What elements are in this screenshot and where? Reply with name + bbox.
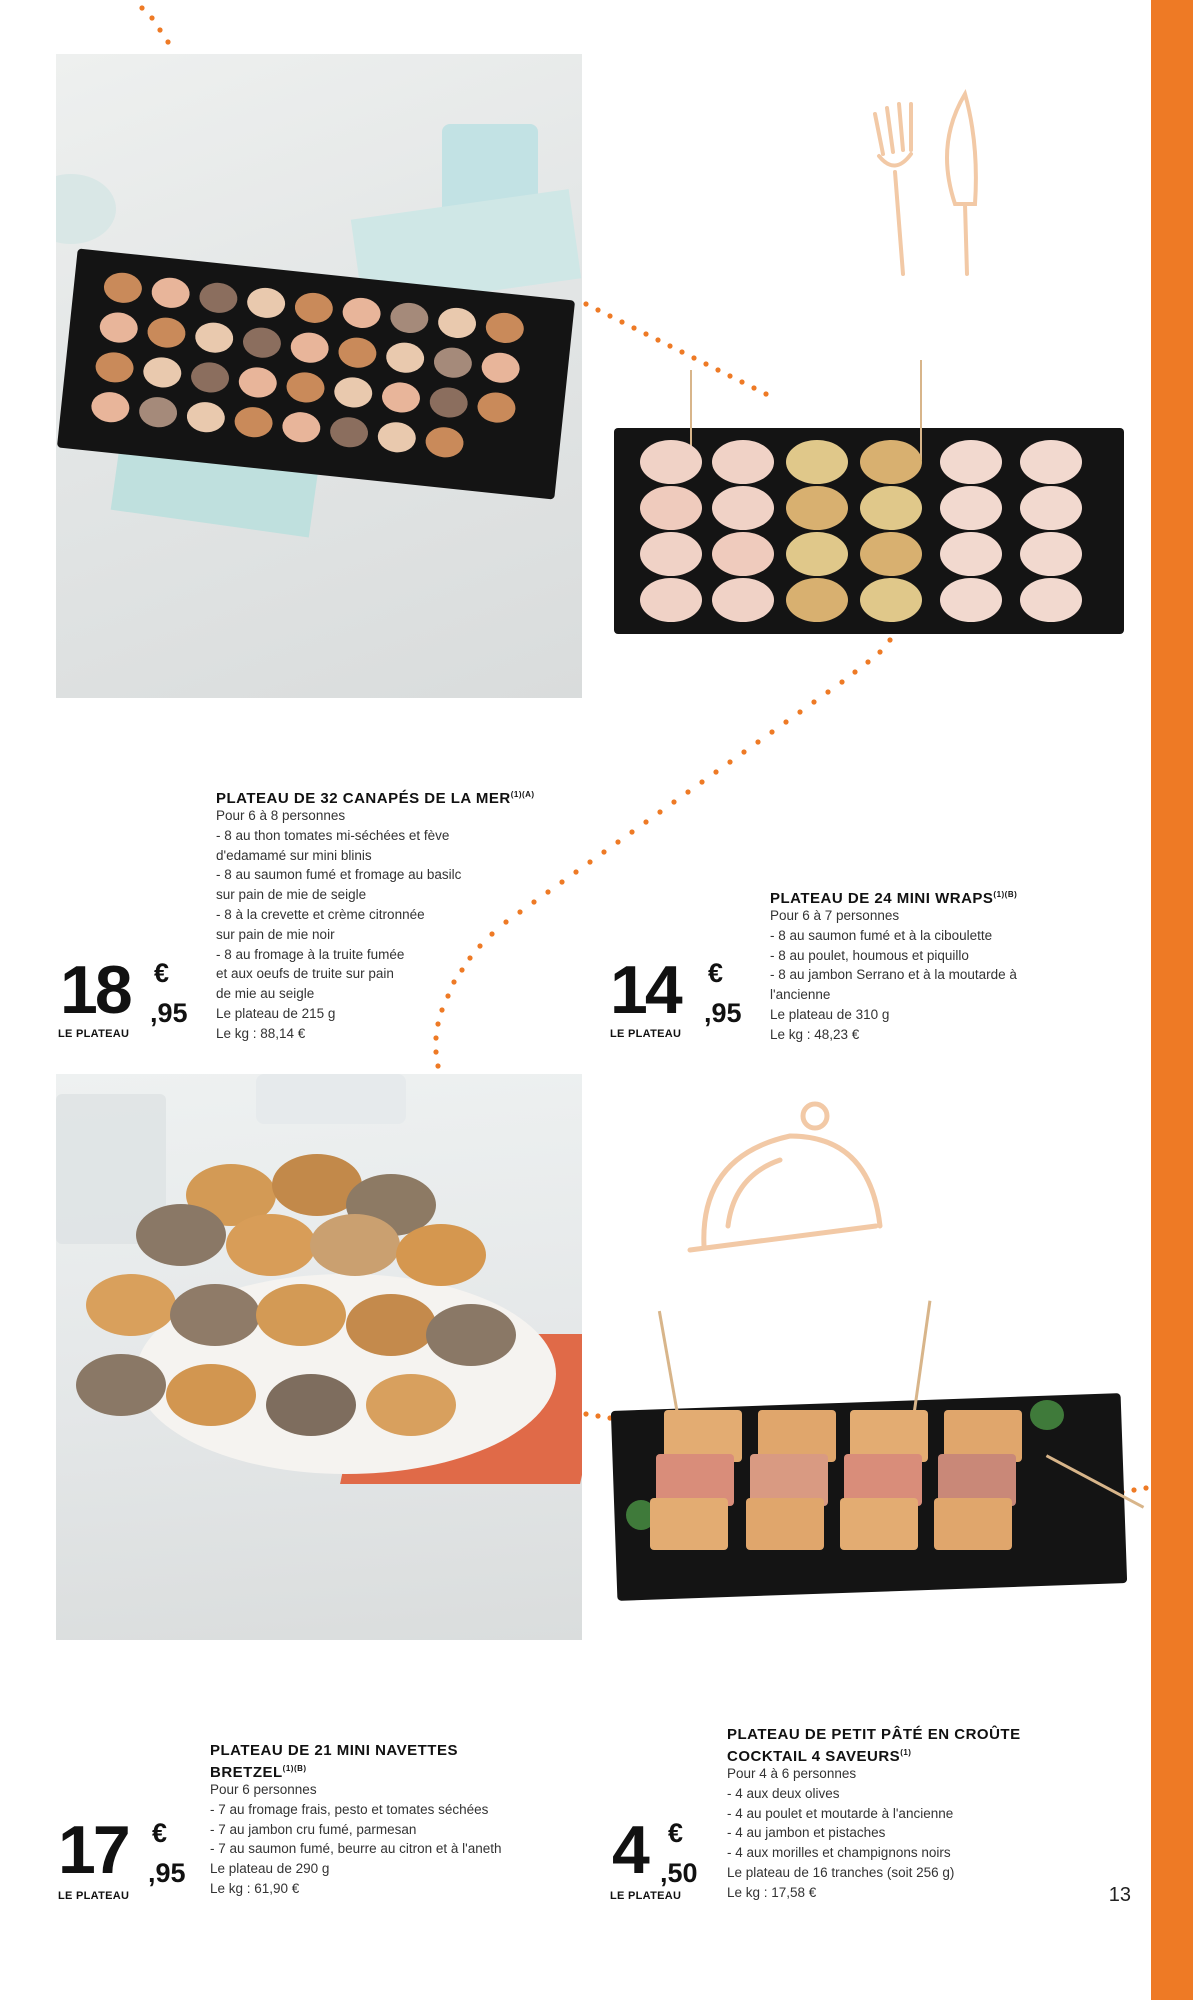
- pate-en-croute-photo: [600, 1290, 1150, 1620]
- mini-wraps-photo: [600, 360, 1150, 660]
- mini-navettes-photo: [56, 1074, 582, 1640]
- page-number: 13: [1108, 1884, 1131, 1906]
- wrap-grid: [640, 440, 1110, 630]
- product-1-description: Pour 6 à 8 personnes - 8 au thon tomates mi-séchées et fève d'edamamé sur mini blinis - 8 au saumon fumé et fromage au basilc sur pain de mie de seigle - 8 à la crevette et crème citronnée sur pain de mie noir - 8 au fromage à la truite fumée et aux oeufs de truite sur pain de mie au seigle Le plateau de 215 g Le kg : 88,14 €: [216, 808, 462, 1041]
- product-3-title: PLATEAU DE 21 MINI NAVETTES $BRETZEL^{(1)(B)}$: [210, 1742, 458, 1781]
- product-3-description: Pour 6 personnes - 7 au fromage frais, pesto et tomates séchées - 7 au jambon cru fumé, parmesan - 7 au saumon fumé, beurre au citron et à l'aneth Le plateau de 290 g Le kg : 61,90 €: [210, 1782, 502, 1896]
- product-4-title: PLATEAU DE PETIT PÂTÉ EN CROÛTE COCKTAIL 4 SAVEURS$^{(1)}$: [727, 1726, 1021, 1765]
- product-1-title: PLATEAU DE 32 CANAPÉS DE LA $MER^{(1)(A)}$: [216, 790, 535, 807]
- fork-knife-icon: [855, 84, 1005, 284]
- product-2-title: PLATEAU DE 24 MINI $WRAPS^{(1)(B)}$: [770, 890, 1018, 907]
- navette-pile: [76, 1154, 516, 1494]
- serving-cloche-icon: [680, 1096, 890, 1286]
- product-4-description: Pour 4 à 6 personnes - 4 aux deux olives - 4 au poulet et moutarde à l'ancienne - 4 au jambon et pistaches - 4 aux morilles et champignons noirs Le plateau de 16 tranches (soit 256 g) Le kg : 17,58 €: [727, 1766, 955, 1900]
- pate-slices: [650, 1410, 1080, 1590]
- canapes-photo: [56, 54, 582, 698]
- product-2-description: Pour 6 à 7 personnes - 8 au saumon fumé et à la ciboulette - 8 au poulet, houmous et piquillo - 8 au jambon Serrano et à la moutarde à l'ancienne Le plateau de 310 g Le kg : 48,23 €: [770, 908, 1017, 1042]
